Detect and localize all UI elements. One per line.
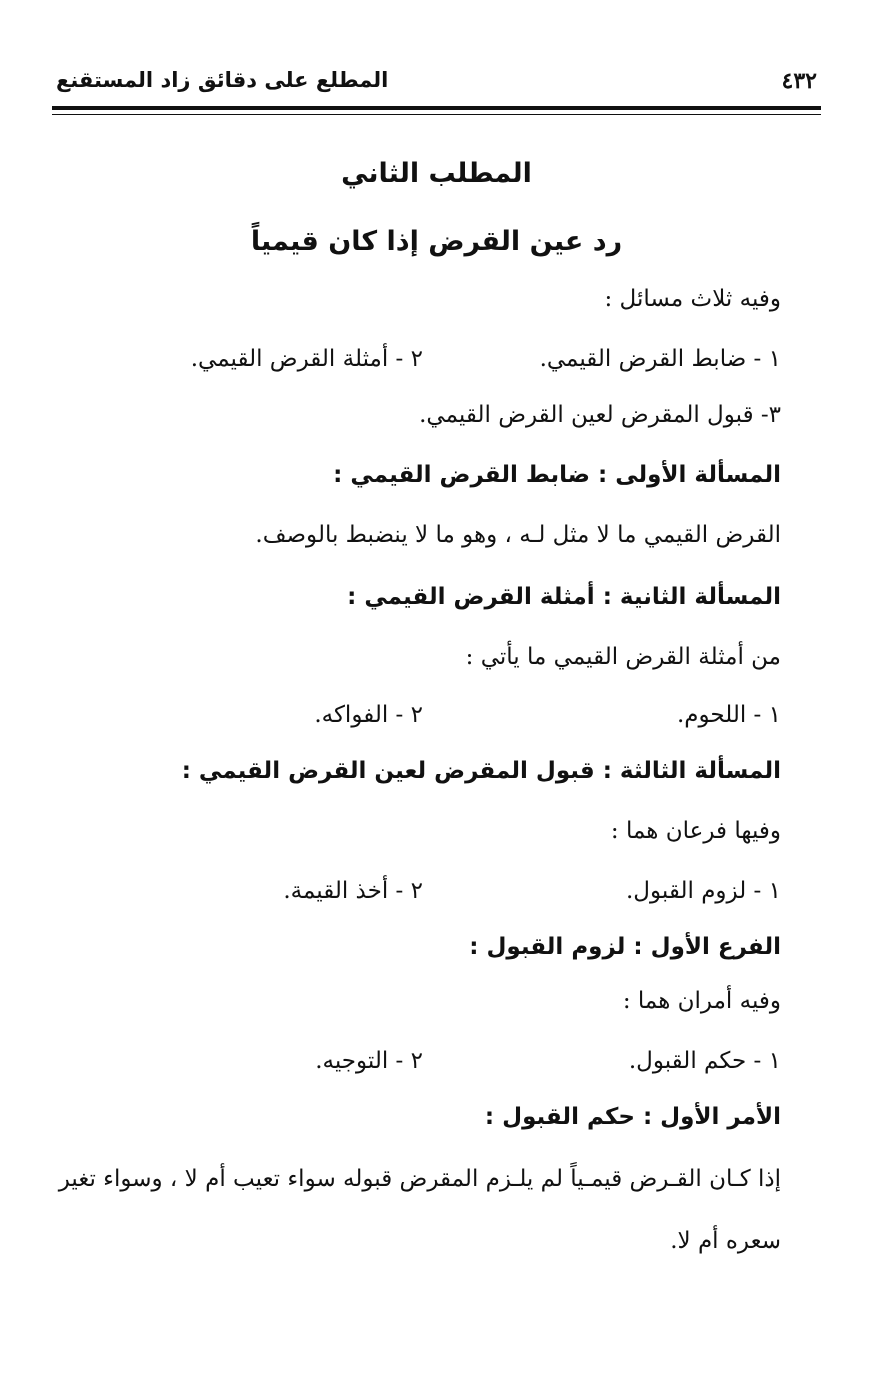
running-title: المطلع على دقائق زاد المستقنع: [56, 68, 389, 92]
header-rule-thin: [52, 114, 821, 115]
issue2-intro: من أمثلة القرض القيمي ما يأتي :: [465, 644, 781, 670]
page-number: ٤٣٢: [781, 68, 817, 94]
matter1-line1: إذا كـان القـرض قيمـياً لم يلـزم المقرض قبوله سواء تعيب أم لا ، وسواء تغير: [58, 1166, 781, 1192]
branch1-heading: الفرع الأول : لزوم القبول :: [469, 934, 781, 960]
issue3-intro: وفيها فرعان هما :: [610, 818, 781, 844]
list-item: ١ - اللحوم.: [676, 702, 781, 728]
page-header: [52, 66, 821, 96]
issue1-text: القرض القيمي ما لا مثل لـه ، وهو ما لا ينضبط بالوصف.: [255, 522, 781, 548]
matter1-line2: سعره أم لا.: [670, 1228, 781, 1254]
branch1-intro: وفيه أمران هما :: [622, 988, 781, 1014]
issue1-heading: المسألة الأولى : ضابط القرض القيمي :: [333, 462, 781, 488]
issue2-heading: المسألة الثانية : أمثلة القرض القيمي :: [347, 584, 781, 610]
section-title: المطلب الثاني: [341, 158, 532, 189]
list-item: ١ - ضابط القرض القيمي.: [539, 346, 781, 372]
list-item: ٢ - التوجيه.: [315, 1048, 423, 1074]
matter1-heading: الأمر الأول : حكم القبول :: [484, 1104, 781, 1130]
header-rule-thick: [52, 106, 821, 110]
list-item: ١ - لزوم القبول.: [626, 878, 781, 904]
list-item: ٢ - الفواكه.: [314, 702, 423, 728]
list-item: ٣- قبول المقرض لعين القرض القيمي.: [419, 402, 781, 428]
list-item: ٢ - أخذ القيمة.: [283, 878, 423, 904]
intro-text: وفيه ثلاث مسائل :: [604, 286, 781, 312]
list-item: ٢ - أمثلة القرض القيمي.: [190, 346, 423, 372]
section-subtitle: رد عين القرض إذا كان قيمياً: [250, 226, 623, 257]
list-item: ١ - حكم القبول.: [628, 1048, 781, 1074]
issue3-heading: المسألة الثالثة : قبول المقرض لعين القرض القيمي :: [181, 758, 781, 784]
